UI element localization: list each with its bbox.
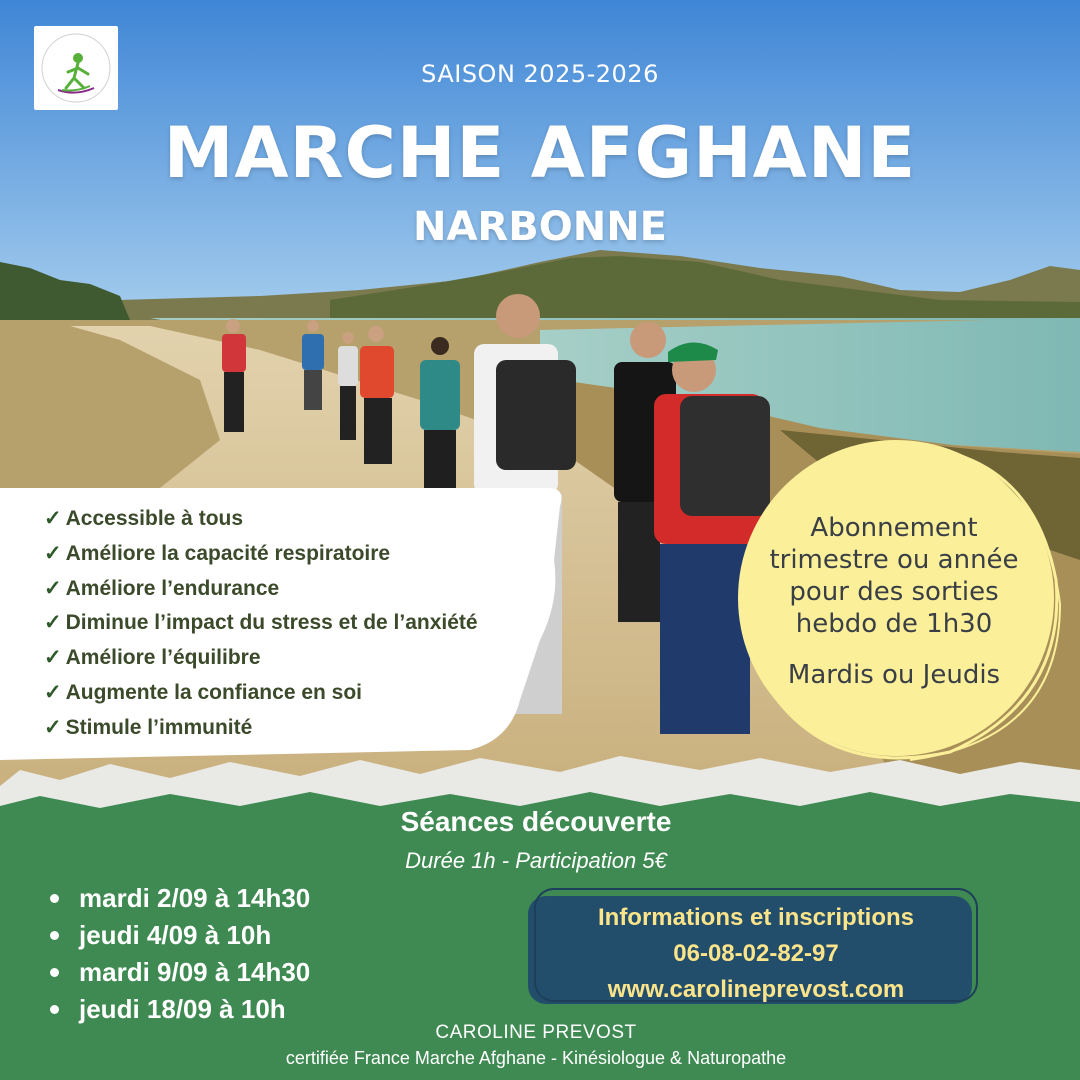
check-icon: ✓ [44,646,62,670]
session-item: jeudi 4/09 à 10h [50,917,310,954]
benefits-panel [0,486,560,758]
bullet-icon [50,968,59,977]
session-item: mardi 2/09 à 14h30 [50,880,310,917]
contact-box [528,888,984,1012]
check-icon: ✓ [44,541,62,565]
author-name: CAROLINE PREVOST [435,1022,637,1043]
check-icon: ✓ [44,611,62,635]
session-list [50,880,310,1028]
benefits-list [0,486,560,746]
subscription-info [742,512,1046,690]
session-item: mardi 9/09 à 14h30 [50,954,310,991]
session-item: jeudi 18/09 à 10h [50,991,310,1028]
check-icon: ✓ [44,507,62,530]
discovery-title: Séances découverte [400,806,672,837]
benefit-item: ✓ Diminue l’impact du stress et de l’anxiété [44,611,478,635]
benefit-item: ✓ Améliore la capacité respiratoire [44,541,391,565]
check-icon: ✓ [44,715,62,739]
bullet-icon [50,894,59,903]
page-title: MARCHE AFGHANE [163,112,917,194]
hiker-3 [338,332,358,440]
subscription-line: hebdo de 1h30 [795,609,993,639]
footer [0,1022,1072,1069]
season-label: SAISON 2025-2026 [421,60,659,88]
benefit-item: ✓ Accessible à tous [44,507,244,530]
check-icon: ✓ [44,680,62,704]
subscription-days: Mardis ou Jeudis [787,660,1001,690]
contact-website[interactable]: www.carolineprevost.com [607,976,905,1003]
check-icon: ✓ [44,576,62,600]
contact-phone[interactable]: 06-08-02-82-97 [673,940,839,967]
contact-text [528,900,984,1008]
hiker-1 [222,319,246,432]
benefit-item: ✓ Améliore l’équilibre [44,646,261,670]
bullet-icon [50,1005,59,1014]
subscription-line: Abonnement [810,513,978,543]
subscription-line: trimestre ou année [769,545,1019,575]
bullet-icon [50,931,59,940]
benefit-item: ✓ Augmente la confiance en soi [44,680,363,704]
discovery-details: Durée 1h - Participation 5€ [405,848,667,873]
author-certification: certifiée France Marche Afghane - Kinésiologue & Naturopathe [285,1048,787,1068]
city-subtitle: NARBONNE [412,204,667,250]
benefit-item: ✓ Améliore l’endurance [44,576,280,600]
contact-heading: Informations et inscriptions [597,904,915,931]
subscription-line: pour des sorties [789,577,999,607]
hiker-4 [360,326,394,464]
benefit-item: ✓ Stimule l’immunité [44,715,253,739]
